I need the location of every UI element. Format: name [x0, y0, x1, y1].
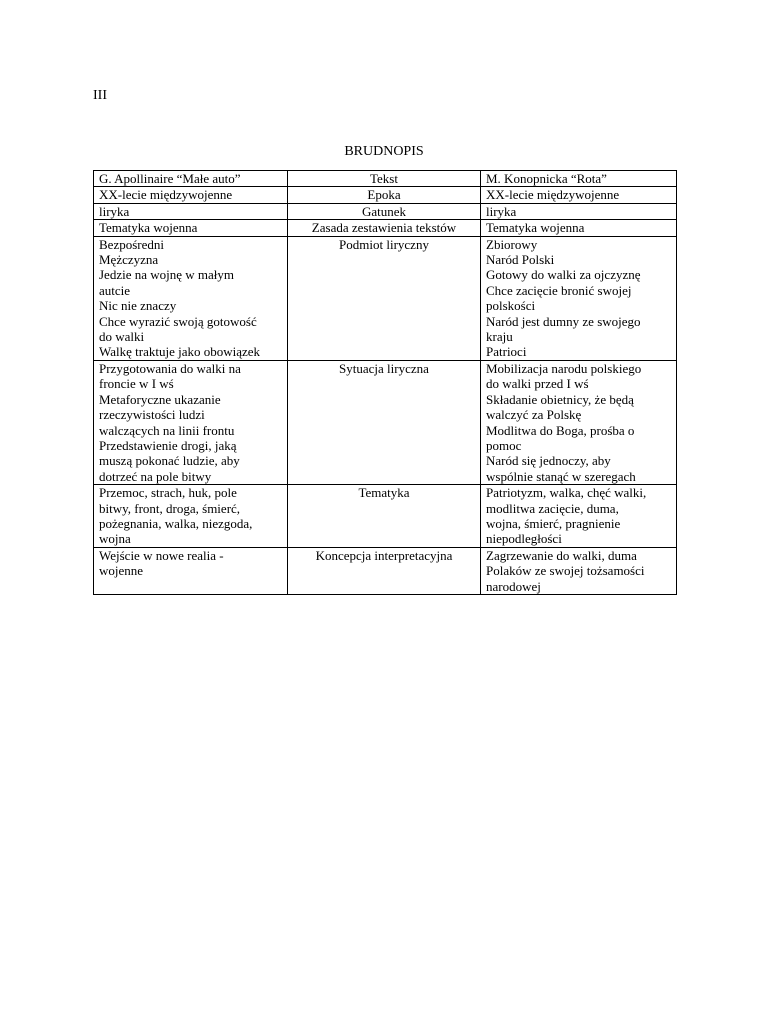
table-row-sytuacja	[94, 360, 677, 484]
table-row-header	[94, 171, 677, 187]
table-row-podmiot	[94, 236, 677, 360]
table-row-gatunek	[94, 203, 677, 219]
cell-right: Zagrzewanie do walki, duma Polaków ze swojej tożsamości narodowej	[481, 547, 677, 594]
cell-left: G. Apollinaire “Małe auto”	[94, 171, 288, 187]
cell-middle: Zasada zestawienia tekstów	[288, 220, 481, 236]
cell-middle: Tematyka	[288, 485, 481, 548]
cell-right: M. Konopnicka “Rota”	[481, 171, 677, 187]
cell-right: Patriotyzm, walka, chęć walki, modlitwa zacięcie, duma, wojna, śmierć, pragnienie niepodległości	[481, 485, 677, 548]
cell-middle: Sytuacja liryczna	[288, 360, 481, 484]
cell-left: XX-lecie międzywojenne	[94, 187, 288, 203]
cell-middle: Epoka	[288, 187, 481, 203]
cell-right: Zbiorowy Naród Polski Gotowy do walki za ojczyznę Chce zacięcie bronić swojej polskości Naród jest dumny ze swojego kraju Patrioci	[481, 236, 677, 360]
table-row-zasada	[94, 220, 677, 236]
comparison-table	[93, 170, 677, 595]
cell-middle: Gatunek	[288, 203, 481, 219]
table-row-tematyka	[94, 485, 677, 548]
cell-middle: Koncepcja interpretacyjna	[288, 547, 481, 594]
cell-right: liryka	[481, 203, 677, 219]
cell-left: Tematyka wojenna	[94, 220, 288, 236]
cell-left: Przemoc, strach, huk, pole bitwy, front, droga, śmierć, pożegnania, walka, niezgoda, wojna	[94, 485, 288, 548]
cell-left: Bezpośredni Mężczyzna Jedzie na wojnę w małym autcie Nic nie znaczy Chce wyrazić swoją gotowość do walki Walkę traktuje jako obowiązek	[94, 236, 288, 360]
cell-left: Wejście w nowe realia - wojenne	[94, 547, 288, 594]
table-row-epoka	[94, 187, 677, 203]
cell-right: XX-lecie międzywojenne	[481, 187, 677, 203]
cell-right: Mobilizacja narodu polskiego do walki przed I wś Składanie obietnicy, że będą walczyć za Polskę Modlitwa do Boga, prośba o pomoc Naród się jednoczy, aby wspólnie stanąć w szeregach	[481, 360, 677, 484]
cell-left: Przygotowania do walki na froncie w I wś Metaforyczne ukazanie rzeczywistości ludzi walczących na linii frontu Przedstawienie drogi, jaką muszą pokonać ludzie, aby dotrzeć na pole bitwy	[94, 360, 288, 484]
cell-left: liryka	[94, 203, 288, 219]
cell-middle: Podmiot liryczny	[288, 236, 481, 360]
table-row-koncepcja	[94, 547, 677, 594]
cell-middle: Tekst	[288, 171, 481, 187]
document-title: BRUDNOPIS	[344, 144, 424, 159]
cell-right: Tematyka wojenna	[481, 220, 677, 236]
page-number: III	[93, 88, 107, 103]
